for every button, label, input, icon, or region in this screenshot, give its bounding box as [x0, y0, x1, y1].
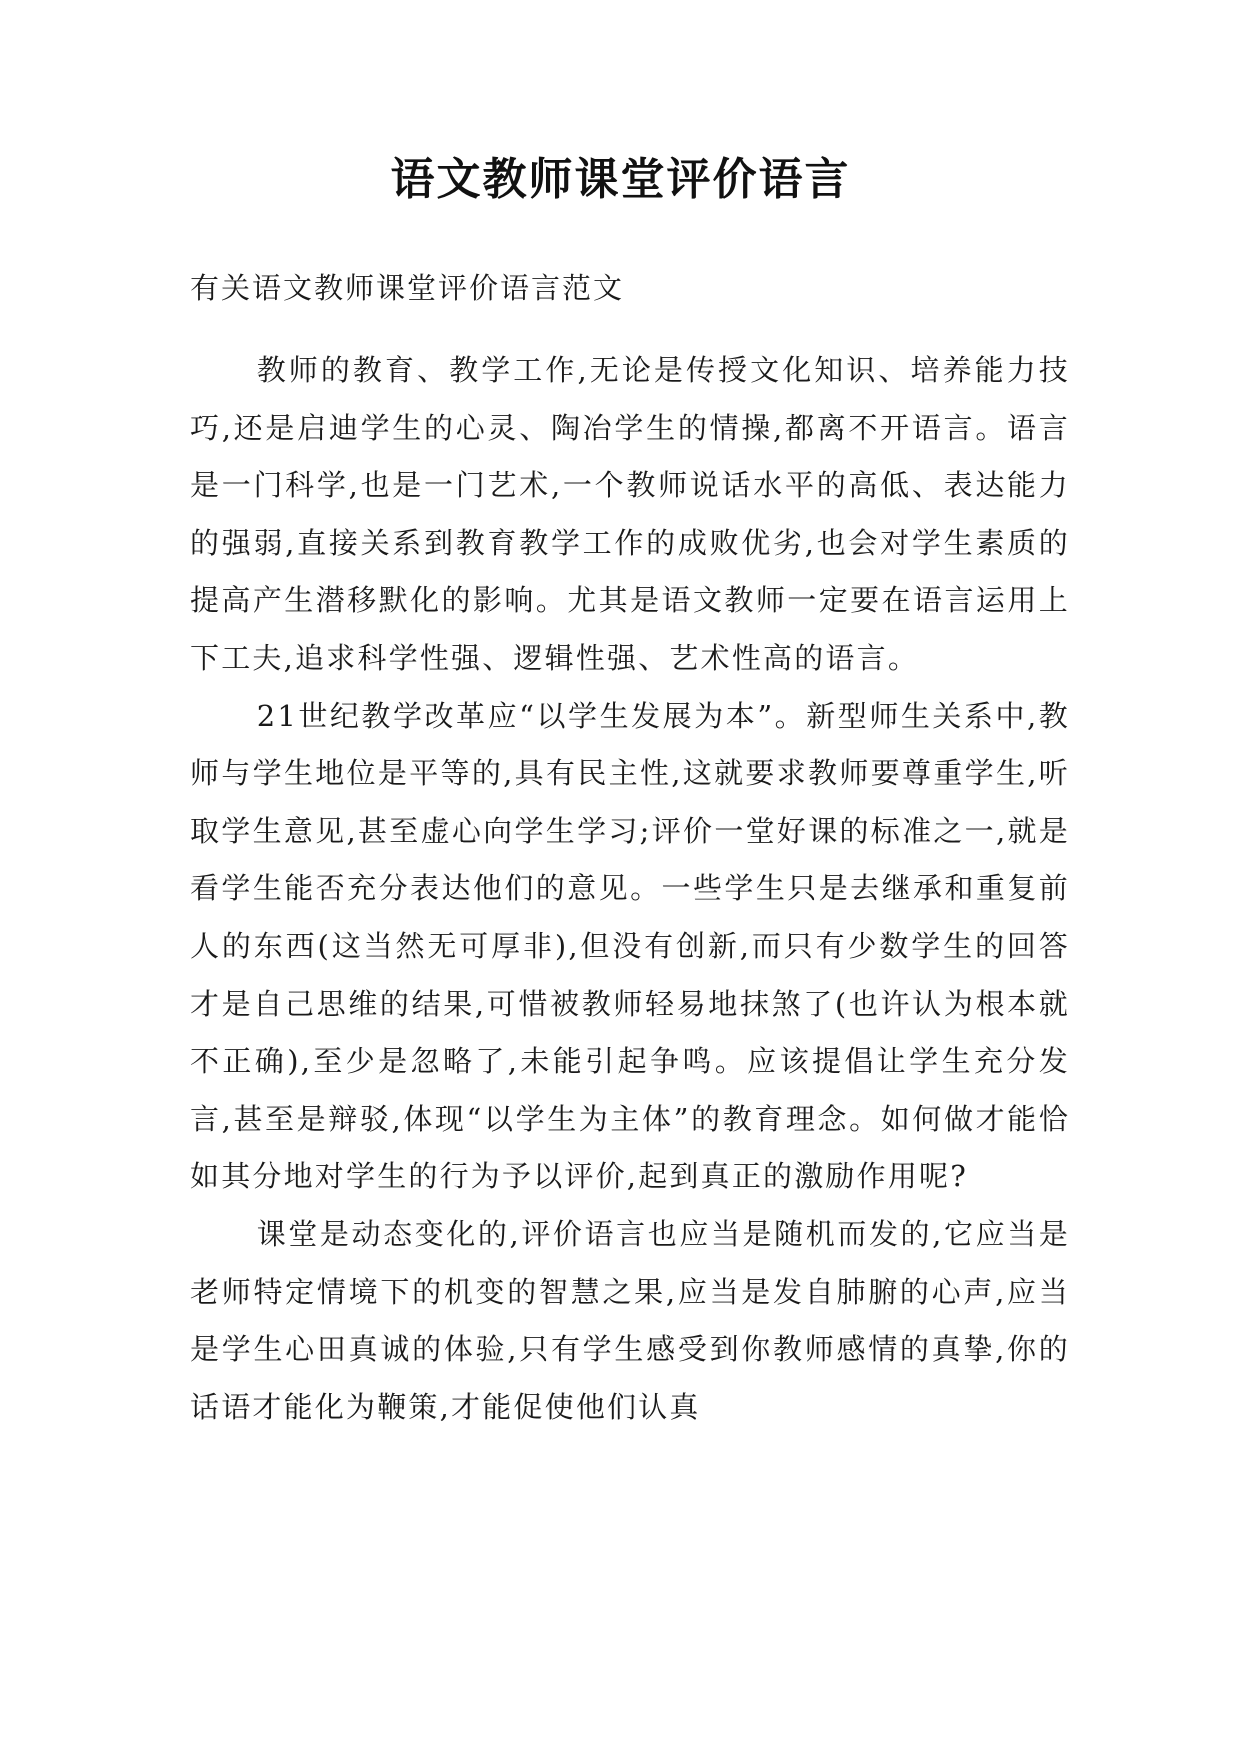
paragraph-1: 教师的教育、教学工作,无论是传授文化知识、培养能力技巧,还是启迪学生的心灵、陶冶学生的情操,都离不开语言。语言是一门科学,也是一门艺术,一个教师说话水平的高低、表达能力的强弱,直接关系到教育教学工作的成败优劣,也会对学生素质的提高产生潜移默化的影响。尤其是语文教师一定要在语言运用上下工夫,追求科学性强、逻辑性强、艺术性高的语言。	[190, 353, 1070, 675]
document-title: 语文教师课堂评价语言	[390, 154, 851, 205]
document-subtitle: 有关语文教师课堂评价语言范文	[190, 271, 625, 305]
paragraph-3: 课堂是动态变化的,评价语言也应当是随机而发的,它应当是老师特定情境下的机变的智慧之果,应当是发自肺腑的心声,应当是学生心田真诚的体验,只有学生感受到你教师感情的真挚,你的话语才能化为鞭策,才能促使他们认真	[190, 1216, 1070, 1424]
document-body	[190, 342, 1070, 1436]
paragraph-2: 21世纪教学改革应“以学生发展为本”。新型师生关系中,教师与学生地位是平等的,具有民主性,这就要求教师要尊重学生,听取学生意见,甚至虚心向学生学习;评价一堂好课的标准之一,就是看学生能否充分表达他们的意见。一些学生只是去继承和重复前人的东西(这当然无可厚非),但没有创新,而只有少数学生的回答才是自己思维的结果,可惜被教师轻易地抹煞了(也许认为根本就不正确),至少是忽略了,未能引起争鸣。应该提倡让学生充分发言,甚至是辩驳,体现“以学生为主体”的教育理念。如何做才能恰如其分地对学生的行为予以评价,起到真正的激励作用呢?	[190, 698, 1070, 1194]
